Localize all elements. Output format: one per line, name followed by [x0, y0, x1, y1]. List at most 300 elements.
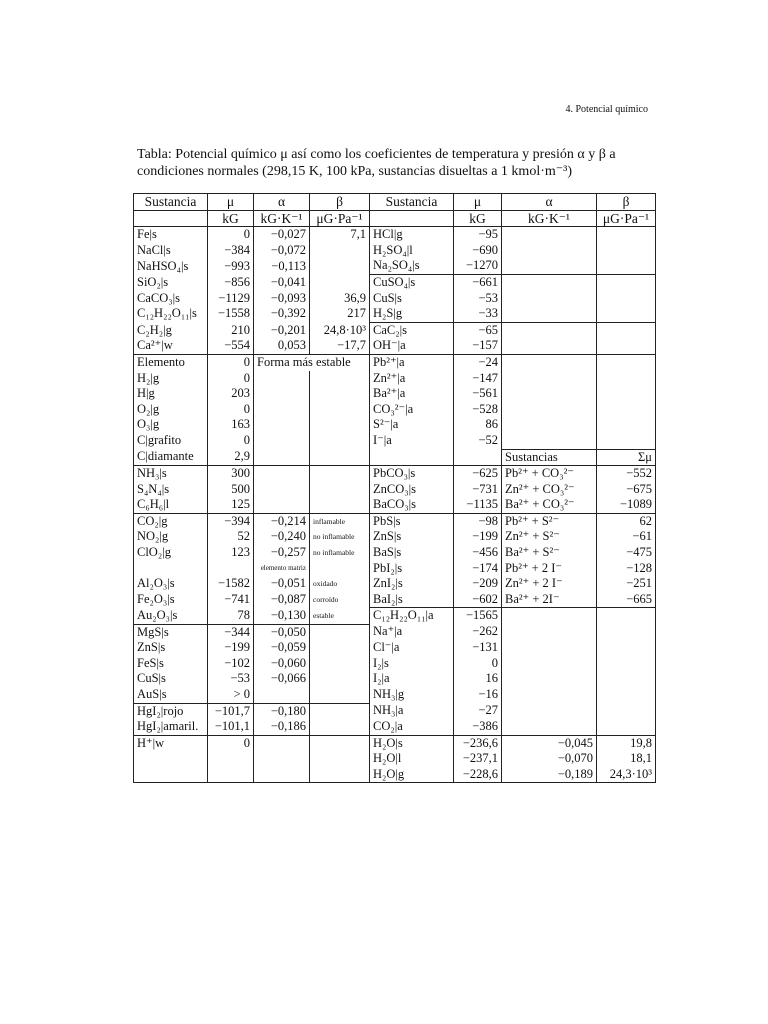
- table-cell: [370, 449, 454, 466]
- table-row: [134, 386, 656, 402]
- table-cell: [502, 417, 597, 433]
- table-row: [134, 671, 656, 687]
- table-cell: Pb²⁺ + S²⁻: [502, 513, 597, 529]
- table-cell: C|grafito: [137, 433, 182, 448]
- table-cell: −0,027: [254, 227, 310, 243]
- table-cell: −237,1: [454, 751, 502, 767]
- table-cell: [254, 402, 310, 418]
- table-cell: AuS|s: [137, 686, 167, 701]
- table-cell: 18,1: [597, 751, 656, 767]
- table-cell: [502, 671, 597, 687]
- table-cell: [208, 767, 254, 783]
- table-cell: CuS|s: [137, 671, 166, 686]
- table-cell: [597, 291, 656, 307]
- table-cell: [310, 402, 370, 418]
- table-cell: [597, 306, 656, 322]
- table-cell: [502, 243, 597, 259]
- table-cell: [597, 322, 656, 338]
- table-cell: 19,8: [597, 735, 656, 751]
- table-cell: [254, 687, 310, 703]
- table-cell: 36,9: [310, 291, 370, 307]
- table-cell: [310, 640, 370, 656]
- table-cell: Pb²⁺ + CO₃²⁻: [502, 466, 597, 482]
- table-cell: Na⁺|a: [370, 624, 454, 640]
- table-cell: −0,041: [254, 274, 310, 290]
- table-cell: −0,070: [502, 751, 597, 767]
- table-cell: −1582: [208, 576, 254, 592]
- table-cell: −1135: [454, 497, 502, 513]
- table-cell: [597, 243, 656, 259]
- table-cell: [597, 258, 656, 274]
- table-cell: −394: [208, 513, 254, 529]
- table-cell: CO₃²⁻|a: [370, 402, 454, 418]
- table-cell: −561: [454, 386, 502, 402]
- table-cell: [310, 703, 370, 719]
- table-cell: [310, 482, 370, 498]
- table-cell: 203: [208, 386, 254, 402]
- table-cell: Elemento: [134, 354, 208, 370]
- unit-cell: [134, 210, 208, 227]
- table-cell: −0,180: [254, 703, 310, 719]
- table-cell: [502, 608, 597, 624]
- table-row: [134, 767, 656, 783]
- table-cell: NaCl|s: [137, 242, 171, 257]
- table-cell: 0: [454, 656, 502, 672]
- table-cell: −528: [454, 402, 502, 418]
- table-cell: NH₃|g: [370, 687, 454, 703]
- table-row: [134, 322, 656, 338]
- table-cell: [502, 402, 597, 418]
- table-cell: ZnCO₃|s: [370, 482, 454, 498]
- table-cell: [310, 497, 370, 513]
- table-row: [134, 338, 656, 354]
- table-row: [134, 354, 656, 370]
- table-cell: H⁺|w: [134, 735, 208, 751]
- table-cell: PbI₂|s: [370, 561, 454, 577]
- table-cell: 163: [208, 417, 254, 433]
- table-cell: −1270: [454, 258, 502, 274]
- header-cell: β: [597, 194, 656, 211]
- table-cell: [502, 386, 597, 402]
- chemical-potential-table: [133, 193, 656, 783]
- table-cell: [134, 751, 208, 767]
- table-cell: 210: [208, 322, 254, 338]
- table-cell: [597, 433, 656, 449]
- table-cell: inflamable: [310, 513, 370, 529]
- table-cell: [310, 719, 370, 735]
- table-cell: −384: [208, 243, 254, 259]
- table-cell: −665: [597, 592, 656, 608]
- table-cell: −53: [454, 291, 502, 307]
- table-row: [134, 433, 656, 449]
- table-cell: [310, 561, 370, 577]
- table-cell: −199: [454, 529, 502, 545]
- table-cell: I⁻|a: [370, 433, 454, 449]
- table-cell: [502, 291, 597, 307]
- table-cell: 7,1: [310, 227, 370, 243]
- table-cell: Pb²⁺ + 2 I⁻: [502, 561, 597, 577]
- table-cell: [134, 561, 208, 577]
- table-cell: −1129: [208, 291, 254, 307]
- table-cell: Zn²⁺ + S²⁻: [502, 529, 597, 545]
- table-cell: [208, 561, 254, 577]
- table-cell: [254, 767, 310, 783]
- table-cell: H₂O|l: [370, 751, 454, 767]
- table-cell: [254, 449, 310, 466]
- table-cell: [254, 482, 310, 498]
- table-cell: NH₃|s: [134, 466, 208, 482]
- table-cell: 24,3·10³: [597, 767, 656, 783]
- table-cell: HCl|g: [370, 227, 454, 243]
- table-cell: −16: [454, 687, 502, 703]
- table-cell: 500: [208, 482, 254, 498]
- table-cell: FeS|s: [137, 655, 164, 670]
- table-row: [134, 751, 656, 767]
- table-cell: −0,060: [254, 656, 310, 672]
- table-cell: [310, 767, 370, 783]
- table-cell: −602: [454, 592, 502, 608]
- table-cell: 300: [208, 466, 254, 482]
- table-cell: [310, 751, 370, 767]
- table-cell: −128: [597, 561, 656, 577]
- table-cell: −52: [454, 433, 502, 449]
- table-cell: −209: [454, 576, 502, 592]
- table-cell: 0,053: [254, 338, 310, 354]
- table-cell: −625: [454, 466, 502, 482]
- table-cell: [502, 433, 597, 449]
- table-row: [134, 497, 656, 513]
- table-cell: CaC₂|s: [370, 322, 454, 338]
- table-cell: 86: [454, 417, 502, 433]
- table-row: [134, 243, 656, 259]
- table-cell: CuS|s: [370, 291, 454, 307]
- table-cell: [597, 227, 656, 243]
- table-cell: Ba²⁺ + CO₃²⁻: [502, 497, 597, 513]
- table-cell: −0,059: [254, 640, 310, 656]
- table-cell: [502, 306, 597, 322]
- table-cell: O₃|g: [137, 417, 160, 432]
- table-cell: [597, 354, 656, 370]
- table-cell: −1558: [208, 306, 254, 322]
- table-cell: −856: [208, 274, 254, 290]
- table-cell: C|diamante: [137, 449, 194, 464]
- table-cell: −262: [454, 624, 502, 640]
- table-cell: −98: [454, 513, 502, 529]
- table-cell: BaCO₃|s: [370, 497, 454, 513]
- table-cell: −65: [454, 322, 502, 338]
- table-cell: Au₂O₃|s: [137, 607, 178, 622]
- table-cell: [134, 767, 208, 783]
- table-row: [134, 529, 656, 545]
- table-cell: −33: [454, 306, 502, 322]
- table-cell: H₂|g: [137, 370, 160, 385]
- table-cell: 217: [310, 306, 370, 322]
- unit-cell: kG: [454, 210, 502, 227]
- table-cell: −661: [454, 274, 502, 290]
- table-cell: PbCO₃|s: [370, 466, 454, 482]
- table-cell: [310, 624, 370, 640]
- table-cell: Sustancias: [502, 449, 597, 466]
- table-row: [134, 482, 656, 498]
- table-cell: 0: [208, 735, 254, 751]
- table-cell: Fe|s: [137, 227, 157, 242]
- table-cell: −0,392: [254, 306, 310, 322]
- table-row: [134, 466, 656, 482]
- table-row: [134, 703, 656, 719]
- table-cell: Zn²⁺ + CO₃²⁻: [502, 482, 597, 498]
- table-cell: [597, 274, 656, 290]
- table-row: [134, 640, 656, 656]
- table-cell: BaI₂|s: [370, 592, 454, 608]
- table-cell: −0,051: [254, 576, 310, 592]
- table-cell: ZnI₂|s: [370, 576, 454, 592]
- table-cell: [502, 322, 597, 338]
- table-cell: −1089: [597, 497, 656, 513]
- header-cell: α: [254, 194, 310, 211]
- table-cell: [310, 687, 370, 703]
- table-cell: [310, 386, 370, 402]
- table-cell: C₂H₂|g: [137, 322, 172, 337]
- table-cell: 0: [208, 227, 254, 243]
- table-cell: [597, 656, 656, 672]
- table-cell: −0,113: [254, 258, 310, 274]
- table-cell: [502, 640, 597, 656]
- table-row: [134, 561, 656, 577]
- table-cell: NO₂|g: [137, 529, 169, 544]
- table-cell: −690: [454, 243, 502, 259]
- header-cell: Sustancia: [134, 194, 208, 211]
- header-cell: Sustancia: [370, 194, 454, 211]
- table-cell: C₆H₆|l: [137, 497, 170, 512]
- table-cell: 2,9: [208, 449, 254, 466]
- table-cell: [254, 417, 310, 433]
- table-cell: CO₂|g: [134, 513, 208, 529]
- table-cell: Pb²⁺|a: [370, 354, 454, 370]
- table-cell: [502, 274, 597, 290]
- table-cell: [254, 751, 310, 767]
- table-cell: oxidado: [310, 576, 370, 592]
- table-cell: −0,045: [502, 735, 597, 751]
- header-cell: β: [310, 194, 370, 211]
- table-cell: OH⁻|a: [370, 338, 454, 354]
- table-cell: HgI₂|rojo: [134, 703, 208, 719]
- table-cell: 16: [454, 671, 502, 687]
- table-cell: −0,214: [254, 513, 310, 529]
- table-cell: [310, 371, 370, 387]
- table-cell: −0,130: [254, 608, 310, 624]
- table-cell: CuSO₄|s: [370, 274, 454, 290]
- table-cell: [454, 449, 502, 466]
- table-cell: Zn²⁺|a: [370, 371, 454, 387]
- table-cell: corroído: [310, 592, 370, 608]
- table-cell: −0,093: [254, 291, 310, 307]
- table-cell: [310, 243, 370, 259]
- table-cell: −174: [454, 561, 502, 577]
- table-cell: O₂|g: [137, 401, 160, 416]
- table-cell: H₂SO₄|l: [370, 243, 454, 259]
- table-cell: H|g: [137, 386, 155, 401]
- table-cell: no inflamable: [310, 529, 370, 545]
- table-row: [134, 258, 656, 274]
- table-cell: [310, 656, 370, 672]
- table-cell: estable: [310, 608, 370, 624]
- unit-cell: [370, 210, 454, 227]
- table-cell: NH₃|a: [370, 703, 454, 719]
- table-cell: no inflamable: [310, 545, 370, 561]
- table-cell: H₂O|s: [370, 735, 454, 751]
- table-cell: −0,050: [254, 624, 310, 640]
- table-cell: −0,066: [254, 671, 310, 687]
- table-cell: −475: [597, 545, 656, 561]
- table-cell: Al₂O₃|s: [137, 576, 175, 591]
- table-cell: [597, 417, 656, 433]
- table-caption: Tabla: Potencial químico μ así como los coeficientes de temperatura y presión α y β a condiciones normales (298,15 K, 100 kPa, sustancias disueltas a 1 kmol·m⁻³): [137, 147, 616, 179]
- table-row: [134, 291, 656, 307]
- table-cell: −102: [208, 656, 254, 672]
- table-row: [134, 417, 656, 433]
- unit-cell: kG: [208, 210, 254, 227]
- table-cell: −131: [454, 640, 502, 656]
- table-cell: PbS|s: [370, 513, 454, 529]
- table-cell: [502, 656, 597, 672]
- table-cell: −24: [454, 354, 502, 370]
- table-cell: −0,189: [502, 767, 597, 783]
- table-cell: −0,186: [254, 719, 310, 735]
- table-cell: [310, 449, 370, 466]
- table-cell: Forma más estable: [254, 354, 310, 370]
- table-cell: −0,201: [254, 322, 310, 338]
- header-cell: α: [502, 194, 597, 211]
- table-cell: C₁₂H₂₂O₁₁|s: [137, 306, 197, 321]
- table-cell: −228,6: [454, 767, 502, 783]
- table-cell: [254, 433, 310, 449]
- table-cell: −157: [454, 338, 502, 354]
- table-cell: [310, 274, 370, 290]
- table-cell: −993: [208, 258, 254, 274]
- table-row: [134, 735, 656, 751]
- table-cell: −147: [454, 371, 502, 387]
- table-cell: [502, 227, 597, 243]
- table-cell: −101,1: [208, 719, 254, 735]
- table-cell: [310, 258, 370, 274]
- table-cell: [597, 703, 656, 719]
- table-cell: −61: [597, 529, 656, 545]
- table-row: [134, 576, 656, 592]
- table-cell: Ba²⁺ + S²⁻: [502, 545, 597, 561]
- table-cell: −27: [454, 703, 502, 719]
- table-cell: −554: [208, 338, 254, 354]
- table-cell: [254, 466, 310, 482]
- table-cell: 52: [208, 529, 254, 545]
- table-cell: [502, 258, 597, 274]
- table-row: [134, 687, 656, 703]
- table-row: [134, 608, 656, 624]
- table-cell: [208, 751, 254, 767]
- table-cell: [502, 354, 597, 370]
- table-cell: 125: [208, 497, 254, 513]
- table-row: [134, 656, 656, 672]
- table-row: [134, 719, 656, 735]
- table-cell: −0,240: [254, 529, 310, 545]
- page-header: 4. Potencial químico: [565, 104, 648, 115]
- table-cell: ZnS|s: [370, 529, 454, 545]
- table-cell: Na₂SO₄|s: [370, 258, 454, 274]
- table-cell: SiO₂|s: [137, 274, 169, 289]
- table-cell: Σμ: [597, 449, 656, 466]
- table-cell: [502, 687, 597, 703]
- table-row: [134, 449, 656, 466]
- table-cell: elemento matriz: [254, 561, 310, 577]
- table-cell: C₁₂H₂₂O₁₁|a: [370, 608, 454, 624]
- table-row: [134, 371, 656, 387]
- table-cell: [597, 386, 656, 402]
- table-cell: 62: [597, 513, 656, 529]
- table-cell: 0: [208, 433, 254, 449]
- table-cell: Fe₂O₃|s: [137, 592, 175, 607]
- table-cell: [310, 735, 370, 751]
- table-row: [134, 545, 656, 561]
- table-cell: MgS|s: [134, 624, 208, 640]
- table-cell: [254, 386, 310, 402]
- table-cell: −101,7: [208, 703, 254, 719]
- table-cell: [597, 719, 656, 735]
- table-cell: > 0: [208, 687, 254, 703]
- table-cell: I₂|a: [370, 671, 454, 687]
- table-cell: [597, 640, 656, 656]
- table-cell: [597, 624, 656, 640]
- header-cell: μ: [454, 194, 502, 211]
- table-cell: 0: [208, 371, 254, 387]
- table-cell: 123: [208, 545, 254, 561]
- unit-cell: μG·Pa⁻¹: [310, 210, 370, 227]
- table-cell: [597, 687, 656, 703]
- table-cell: I₂|s: [370, 656, 454, 672]
- header-cell: μ: [208, 194, 254, 211]
- table-cell: Zn²⁺ + 2 I⁻: [502, 576, 597, 592]
- table-cell: −386: [454, 719, 502, 735]
- table-cell: −251: [597, 576, 656, 592]
- table-cell: −731: [454, 482, 502, 498]
- table-cell: [502, 624, 597, 640]
- table-cell: NaHSO₄|s: [137, 258, 189, 273]
- table-cell: Ba²⁺|a: [370, 386, 454, 402]
- table-cell: −0,087: [254, 592, 310, 608]
- table-cell: [310, 671, 370, 687]
- table-cell: ZnS|s: [137, 640, 166, 655]
- table-cell: [597, 608, 656, 624]
- table-cell: Ba²⁺ + 2I⁻: [502, 592, 597, 608]
- table-cell: S₄N₄|s: [137, 481, 170, 496]
- units-row: [134, 210, 656, 227]
- table-cell: HgI₂|amaril.: [137, 719, 199, 734]
- table-cell: Ca²⁺|w: [137, 338, 173, 353]
- table-row: [134, 624, 656, 640]
- table-cell: [502, 371, 597, 387]
- table-cell: [254, 497, 310, 513]
- table-cell: 78: [208, 608, 254, 624]
- table-cell: −53: [208, 671, 254, 687]
- table-cell: [310, 417, 370, 433]
- table-cell: [310, 433, 370, 449]
- table-cell: −95: [454, 227, 502, 243]
- table-cell: [502, 719, 597, 735]
- table-cell: BaS|s: [370, 545, 454, 561]
- table-row: [134, 592, 656, 608]
- table-cell: −17,7: [310, 338, 370, 354]
- table-cell: Cl⁻|a: [370, 640, 454, 656]
- table-cell: −1565: [454, 608, 502, 624]
- table-cell: [597, 671, 656, 687]
